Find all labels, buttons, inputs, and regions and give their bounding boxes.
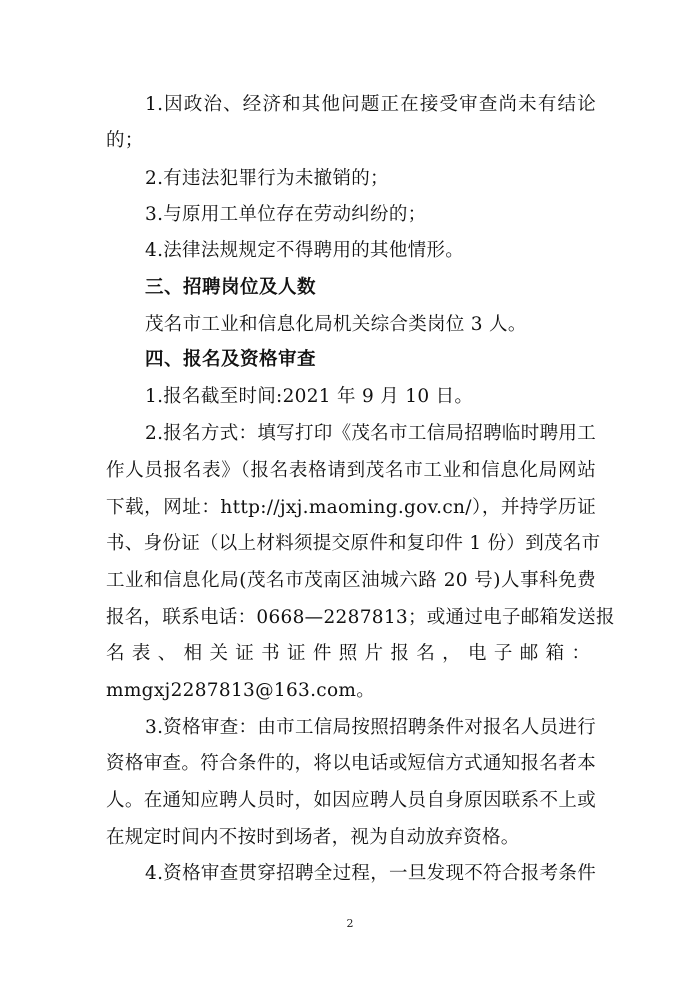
- paragraph-line: 4.资格审查贯穿招聘全过程，一旦发现不符合报考条件: [145, 863, 596, 884]
- paragraph-line: 1.因政治、经济和其他问题正在接受审查尚未有结论: [145, 94, 596, 115]
- paragraph-line: 2.有违法犯罪行为未撤销的；: [145, 168, 389, 189]
- paragraph-line: 书、身份证（以上材料须提交原件和复印件 1 份）到茂名市: [106, 533, 601, 554]
- paragraph-line: 下载，网址：http://jxj.maoming.gov.cn/），并持学历证: [106, 497, 596, 518]
- paragraph-line: 3.与原用工单位存在劳动纠纷的；: [145, 204, 427, 225]
- paragraph-line: 名表、相关证书证件照片报名，电子邮箱：: [106, 643, 596, 664]
- paragraph-line: 1.报名截至时间:2021 年 9 月 10 日。: [145, 386, 474, 407]
- page-number: 2: [346, 917, 354, 930]
- paragraph-line: 工业和信息化局(茂名市茂南区油城六路 20 号)人事科免费: [106, 570, 596, 591]
- paragraph-line: 茂名市工业和信息化局机关综合类岗位 3 人。: [145, 314, 527, 335]
- section-heading: 三、招聘岗位及人数: [145, 277, 317, 298]
- section-heading: 四、报名及资格审查: [145, 349, 317, 370]
- paragraph-line: 人。在通知应聘人员时，如因应聘人员自身原因联系不上或: [106, 790, 596, 811]
- paragraph-line: 在规定时间内不按时到场者，视为自动放弃资格。: [106, 827, 520, 848]
- email-line: mmgxj2287813@163.com。: [106, 680, 376, 701]
- paragraph-line: 作人员报名表》（报名表格请到茂名市工业和信息化局网站: [106, 460, 596, 481]
- paragraph-line: 资格审查。符合条件的，将以电话或短信方式通知报名者本: [106, 753, 596, 774]
- paragraph-line: 3.资格审查：由市工信局按照招聘条件对报名人员进行: [145, 717, 596, 738]
- paragraph-line: 4.法律法规规定不得聘用的其他情形。: [145, 240, 465, 261]
- paragraph-line: 报名，联系电话：0668—2287813；或通过电子邮箱发送报: [106, 607, 615, 628]
- paragraph-line: 2.报名方式：填写打印《茂名市工信局招聘临时聘用工: [145, 423, 596, 444]
- paragraph-line: 的；: [106, 130, 144, 151]
